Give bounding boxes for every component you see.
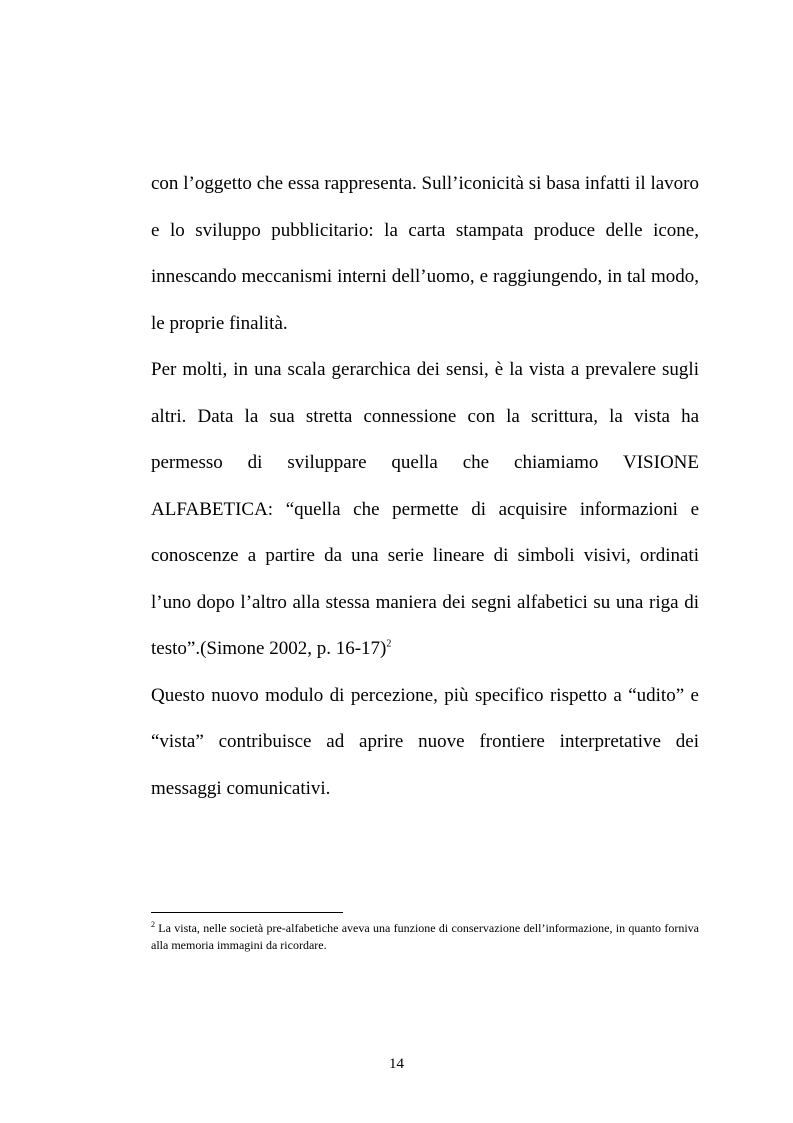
- paragraph-text: con l’oggetto che essa rappresenta. Sull’iconicità si basa infatti il lavoro e lo sviluppo pubblicitario: la carta stampata produce delle icone, innescando meccanismi interni dell’uomo, e raggiungendo, in tal modo, le proprie finalità.: [151, 173, 699, 334]
- paragraph-text: Per molti, in una scala gerarchica dei sensi, è la vista a prevalere sugli altri. Data la sua stretta connessione con la scrittura, la vista ha permesso di sviluppare quella che chiamiamo VISIONE ALFABETICA: “quella che permette di acquisire informazioni e conoscenze a partire da una serie lineare di simboli visivi, ordinati l’uno dopo l’altro alla stessa maniera dei segni alfabetici su una riga di testo”.(Simone 2002, p. 16-17): [151, 359, 699, 659]
- footnote-number: 2: [151, 920, 155, 929]
- paragraph-text: Questo nuovo modulo di percezione, più specifico rispetto a “udito” e “vista” contribuisce ad aprire nuove frontiere interpretative dei messaggi comunicativi.: [151, 684, 699, 799]
- paragraph-iconicity: [151, 161, 699, 347]
- footnote-separator: [151, 912, 343, 913]
- page-number: 14: [389, 1056, 404, 1072]
- paragraph-perception-module: [151, 673, 699, 813]
- paragraph-alphabetic-vision: [151, 347, 699, 673]
- footnote: [151, 920, 699, 954]
- footnote-text: La vista, nelle società pre-alfabetiche aveva una funzione di conservazione dell’informazione, in quanto forniva alla memoria immagini da ricordare.: [151, 921, 699, 952]
- body-text: [151, 161, 699, 812]
- footnote-reference[interactable]: 2: [386, 638, 392, 650]
